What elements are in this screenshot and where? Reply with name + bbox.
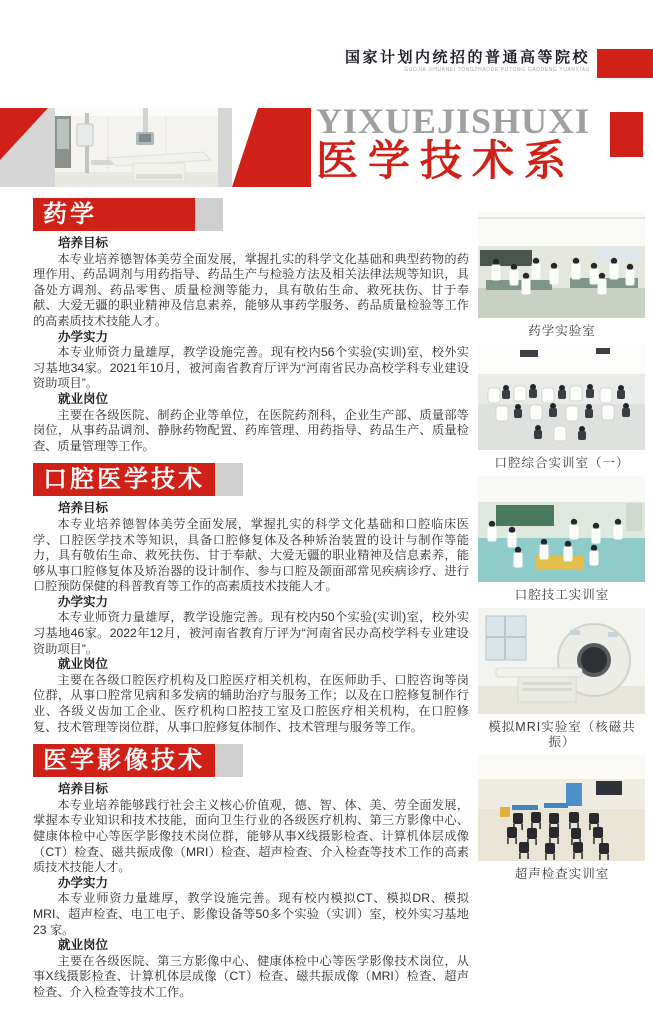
photo-caption: 口腔综合实训室（一）	[494, 456, 630, 470]
block-heading: 就业岗位	[58, 657, 109, 672]
ultrasound-room-photo	[478, 755, 645, 861]
block-heading: 就业岗位	[58, 391, 109, 406]
banner-red-block	[597, 49, 653, 78]
block-heading: 培养目标	[58, 782, 109, 797]
section-pharmacy	[33, 198, 469, 454]
block-heading: 培养目标	[58, 236, 109, 250]
photo-caption: 口腔技工实训室	[514, 588, 610, 602]
pharmacy-lab-photo	[478, 212, 645, 318]
xray-room-photo	[55, 108, 218, 187]
department-title-cn: 医学技术系	[316, 137, 577, 184]
mri-lab-photo	[478, 608, 645, 714]
pharmacy-lab-illustration	[478, 212, 645, 318]
section-title: 医学影像技术	[43, 747, 205, 775]
section-title-bar-dental	[33, 463, 215, 496]
section-medical-imaging	[33, 744, 469, 1000]
red-square-decoration	[610, 112, 643, 157]
dental-training-room-illustration	[478, 344, 645, 450]
xray-room-illustration	[55, 108, 218, 187]
ultrasound-room-illustration	[478, 755, 645, 861]
photo-card	[478, 608, 646, 750]
block-text: 主要在各级口腔医疗机构及口腔医疗相关机构，在医师助手、口腔咨询等岗位群，从事口腔常见病和多发病的辅助治疗与服务工作；以及在口腔修复制作行业、各级义齿加工企业、医疗机构口腔技工室及口腔医疗相关机构，在口腔修复、技术管理等岗位群，从事口腔修复体制作、技术管理与服务等工作。	[33, 672, 469, 734]
photo-card	[478, 476, 646, 603]
dental-technician-room-illustration	[478, 476, 645, 582]
block-text: 主要在各级医院、制药企业等单位，在医院药剂科，企业生产部、质量部等岗位，从事药品调剂、静脉药物配置、药库管理、用药指导、药品生产、质量检查、质量管理等工作。	[33, 407, 469, 453]
photo-caption: 药学实验室	[528, 324, 596, 338]
block-heading: 办学实力	[58, 594, 109, 609]
photo-sidebar	[478, 212, 646, 882]
mri-lab-illustration	[478, 608, 645, 714]
department-title-latin: YIXUEJISHUXI	[316, 101, 591, 141]
red-slash-shape	[232, 108, 311, 187]
block-text: 本专业培养德智体美劳全面发展，掌握扎实的科学文化基础和典型药物的药理作用、药品调剂与用药指导、药品生产与检验方法及相关法律法规等知识，具备处方调剂、药品零售、质量检测等能力，具有敬佑生命、救死扶伤、甘于奉献、大爱无疆的职业精神及信息素养，能够从事药学服务、药品质量检验等工作的高素质技术技能人才。	[33, 251, 469, 328]
section-title: 口腔医学技术	[43, 466, 205, 494]
section-title: 药学	[43, 201, 97, 228]
block-heading: 办学实力	[58, 329, 109, 344]
banner-title: 国家计划内统招的普通高等院校	[344, 49, 590, 66]
block-text: 本专业师资力量雄厚，教学设施完善。现有校内50个实验(实训)室，校外实习基地46家。2022年12月，被河南省教育厅评为“河南省民办高校学科专业建设资助项目”。	[33, 610, 469, 656]
section-dental-technology	[33, 463, 469, 735]
section-title-bar-pharmacy	[33, 198, 195, 231]
block-text: 主要在各级医院、第三方影像中心、健康体检中心等医学影像技术岗位，从事X线摄影检查、计算机体层成像（CT）检查、磁共振成像（MRI）检查、超声检查、介入检查等技术工作。	[33, 953, 469, 999]
photo-card	[478, 344, 646, 471]
block-text: 本专业师资力量雄厚，教学设施完善。现有校内模拟CT、模拟DR、模拟MRI、超声检查、电工电子、影像设备等50多个实验（实训）室，校外实习基地23 家。	[33, 891, 469, 937]
block-text: 本专业师资力量雄厚，教学设施完善。现有校内56个实验(实训)室，校外实习基地34家。2021年10月，被河南省教育厅评为“河南省民办高校学科专业建设资助项目”。	[33, 345, 469, 391]
banner-text	[345, 49, 590, 73]
photo-card	[478, 755, 646, 882]
block-text: 本专业培养能够践行社会主义核心价值观，德、智、体、美、劳全面发展，掌握本专业知识和技术技能，面向卫生行业的各级医疗机构、第三方影像中心、健康体检中心等医学影像技术岗位群，能够从事X线摄影检查、计算机体层成像（CT）检查、磁共振成像（MRI）检查、超声检查、介入检查等技术工作的高素质技术技能人才。	[33, 797, 469, 875]
block-heading: 培养目标	[58, 501, 109, 516]
dental-training-room-photo	[478, 344, 645, 450]
banner-pinyin: GUOJIA JIHUANEI TONGZHAODE PUTONG GAODENG YUANXIAO	[404, 67, 590, 73]
photo-caption: 超声检查实训室	[514, 867, 610, 881]
dental-technician-room-photo	[478, 476, 645, 582]
section-title-bar-imaging	[33, 744, 215, 777]
top-banner	[345, 49, 653, 78]
header-band	[0, 108, 312, 187]
block-heading: 就业岗位	[58, 938, 109, 953]
main-content	[33, 198, 469, 1010]
photo-card	[478, 212, 646, 339]
photo-caption: 模拟MRI实验室（核磁共振）	[488, 720, 636, 749]
department-title	[316, 101, 591, 184]
block-heading: 办学实力	[58, 875, 109, 890]
block-text: 本专业培养德智体美劳全面发展，掌握扎实的科学文化基础和口腔临床医学、口腔医学技术等知识，具备口腔修复体及各种矫治装置的设计与制作等能力，具有敬佑生命、救死扶伤、甘于奉献、大爱无疆的职业精神及信息素养，能够从事口腔修复体及矫治器的设计制作、参与口腔及颌面部常见疾病诊疗、进行口腔预防保健的科普教育等工作的高素质技术技能人才。	[33, 516, 469, 594]
